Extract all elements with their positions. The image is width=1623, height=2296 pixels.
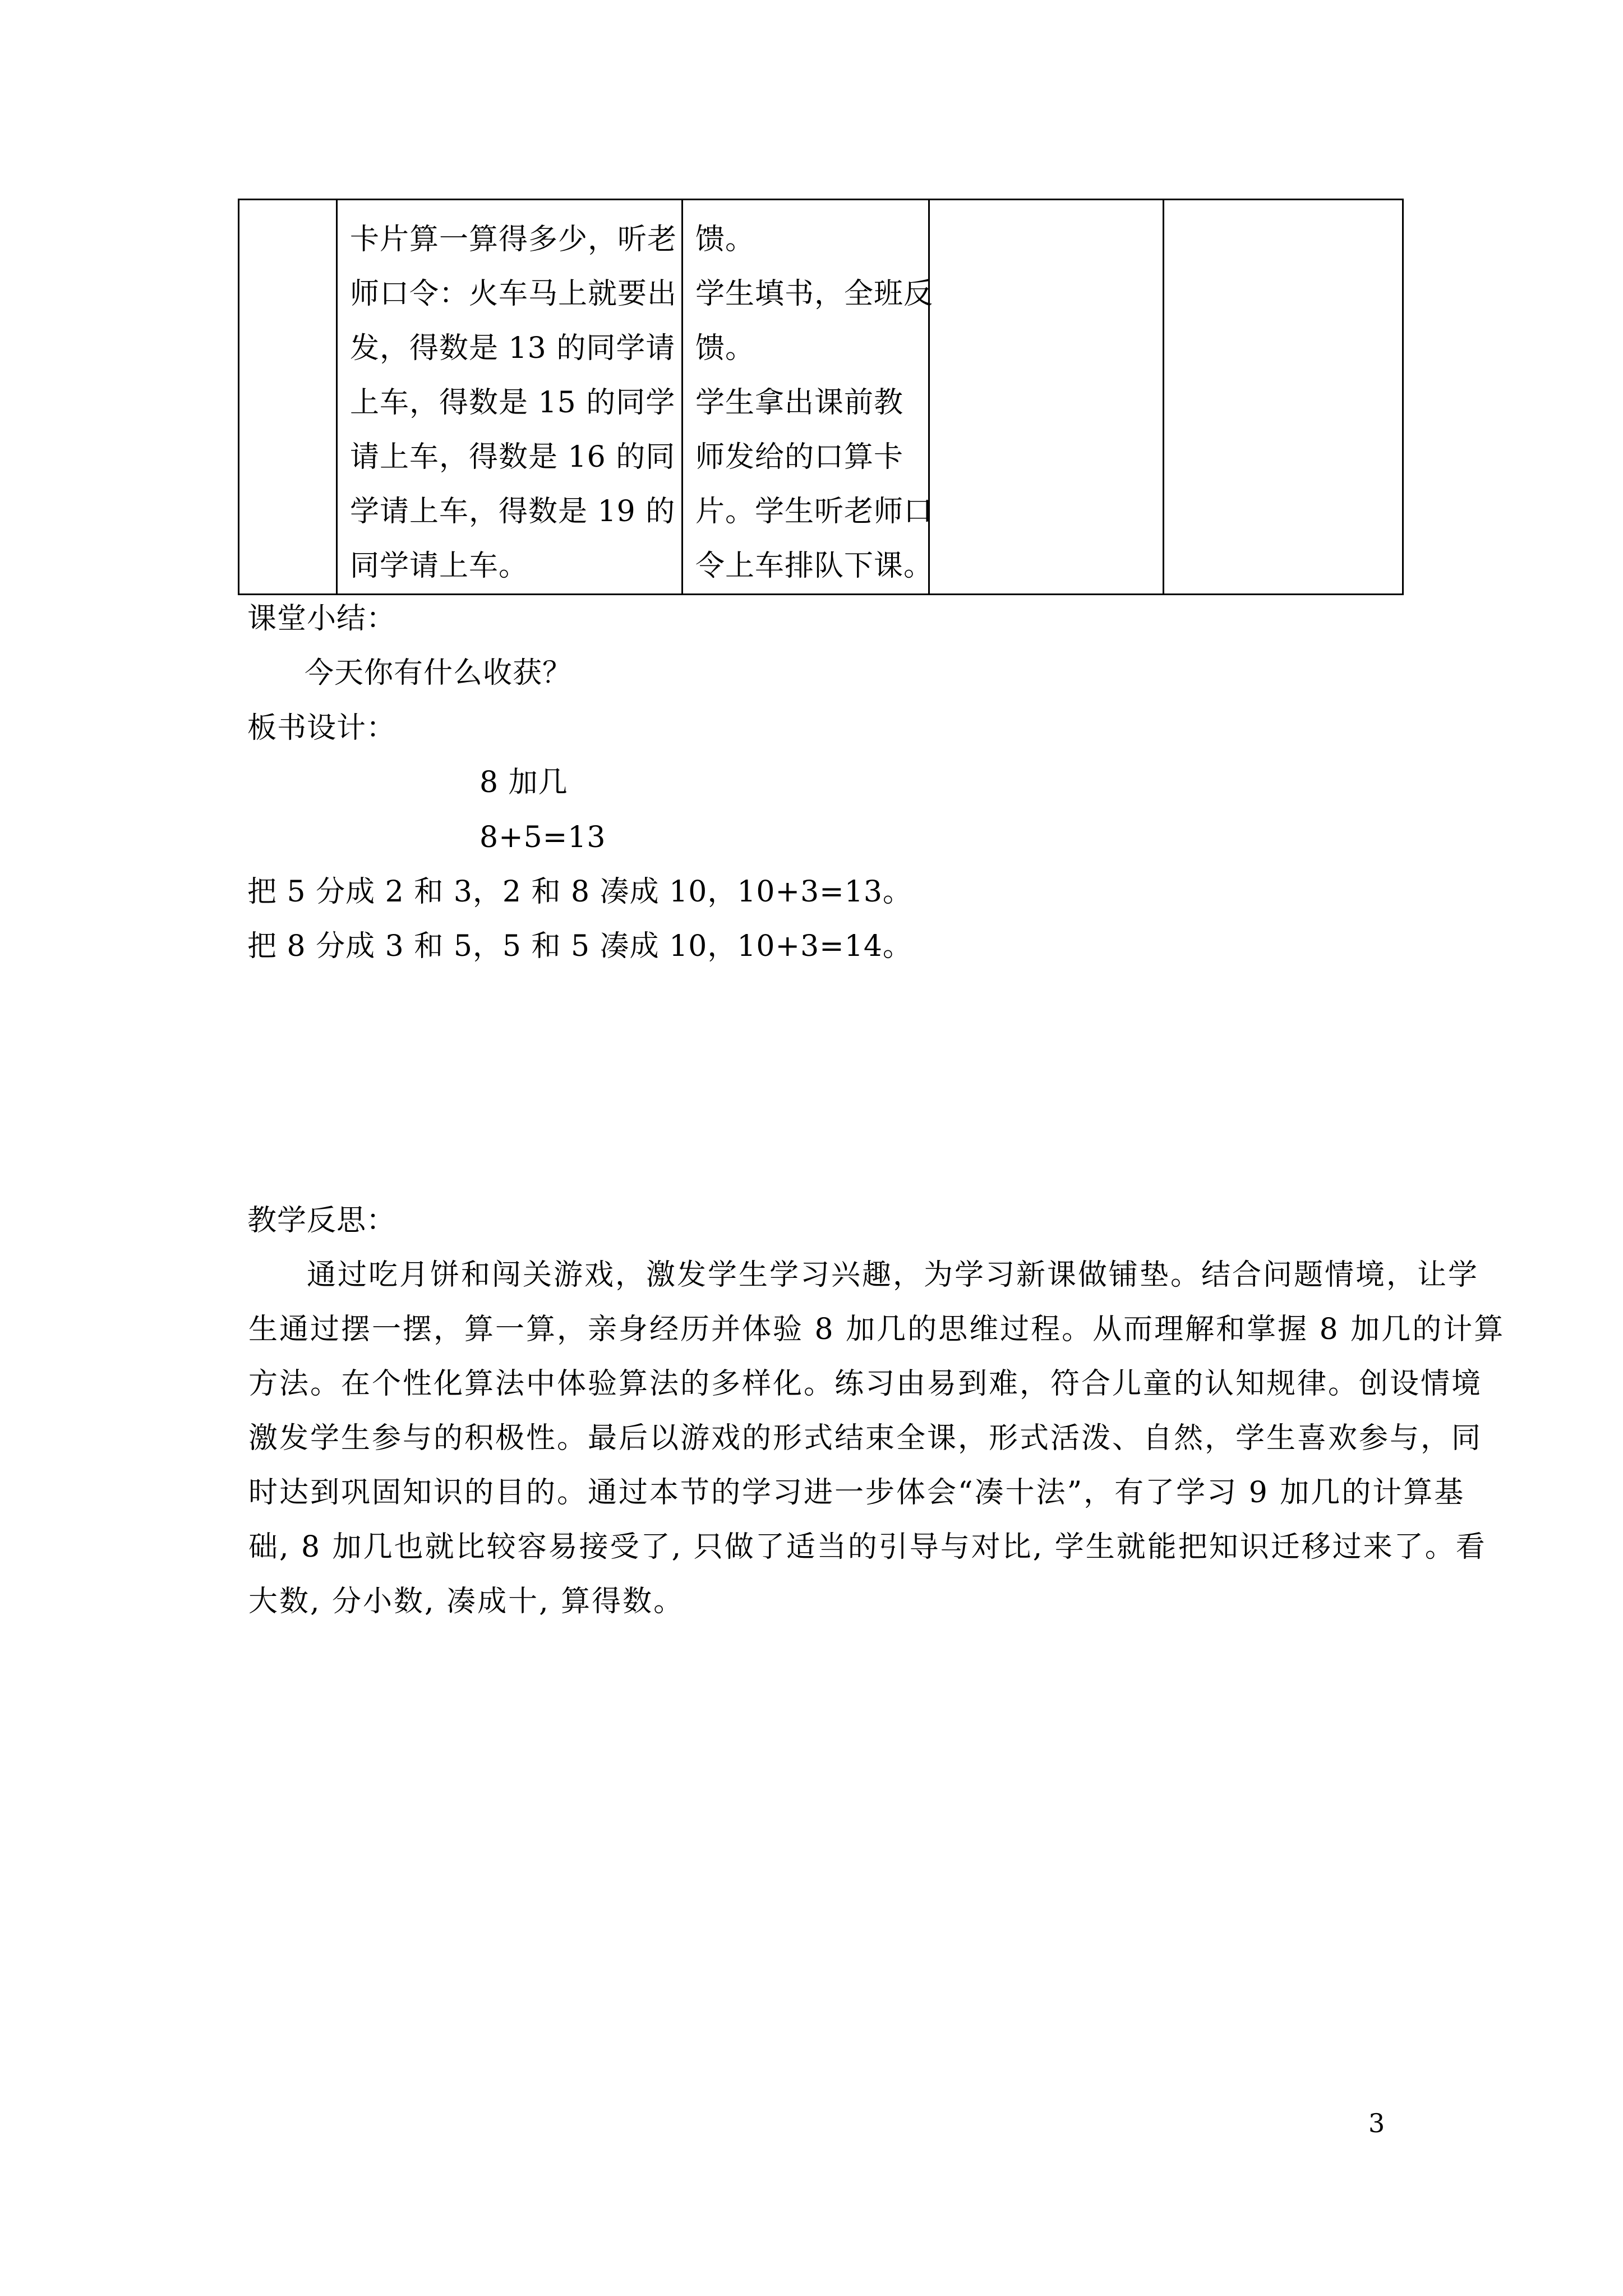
- cell-text-line: 学请上车，得数是 19 的: [350, 495, 676, 528]
- paragraph-line: 时达到巩固知识的目的。通过本节的学习进一步体会“凑十法”，有了学习 9 加几的计算基: [248, 1476, 1465, 1510]
- table-cell-empty-5: [1164, 200, 1403, 595]
- paragraph-line: 通过吃月饼和闯关游戏，激发学生学习兴趣，为学习新课做铺垫。结合问题情境，让学: [307, 1258, 1479, 1292]
- cell-text-line: 上车，得数是 15 的同学: [350, 386, 676, 420]
- paragraph-line: 生通过摆一摆，算一算，亲身经历并体验 8 加几的思维过程。从而理解和掌握 8 加几的计算: [248, 1313, 1505, 1346]
- cell-text-line: 请上车，得数是 16 的同: [350, 440, 676, 474]
- page-number: 3: [1368, 2108, 1385, 2138]
- board-title: 8 加几: [479, 766, 568, 799]
- table-cell-empty-4: [929, 200, 1164, 595]
- table-cell-empty-1: [239, 200, 337, 595]
- cell-text-line: 馈。: [695, 332, 755, 365]
- summary-content: 今天你有什么收获？: [305, 656, 573, 690]
- table-cell-student-activity: [683, 200, 934, 595]
- paragraph-line: 大数, 分小数, 凑成十, 算得数。: [248, 1585, 685, 1618]
- lesson-table: [238, 199, 1404, 595]
- cell-text-line: 师发给的口算卡: [695, 440, 904, 474]
- paragraph-line: 础, 8 加几也就比较容易接受了, 只做了适当的引导与对比, 学生就能把知识迁移过来了。看: [248, 1530, 1487, 1564]
- board-line-2: 把 8 分成 3 和 5，5 和 5 凑成 10，10+3=14。: [247, 930, 912, 963]
- cell-text-line: 师口令：火车马上就要出: [350, 277, 677, 311]
- cell-text-line: 学生拿出课前教: [695, 386, 904, 420]
- cell-text-line: 卡片算一算得多少，听老: [350, 223, 677, 256]
- reflection-heading: 教学反思：: [247, 1204, 396, 1237]
- cell-text-line: 发，得数是 13 的同学请: [350, 332, 676, 365]
- cell-text-line: 学生填书，全班反: [695, 277, 934, 311]
- cell-text-line: 令上车排队下课。: [695, 549, 934, 583]
- summary-heading: 课堂小结：: [247, 602, 396, 636]
- board-line-1: 把 5 分成 2 和 3，2 和 8 凑成 10，10+3=13。: [247, 875, 912, 909]
- paragraph-line: 激发学生参与的积极性。最后以游戏的形式结束全课，形式活泼、自然，学生喜欢参与，同: [248, 1421, 1483, 1455]
- board-heading: 板书设计：: [247, 711, 396, 745]
- reflection-paragraph: [248, 1248, 1505, 1629]
- table-cell-teacher-activity: [337, 200, 683, 595]
- paragraph-line: 方法。在个性化算法中体验算法的多样化。练习由易到难，符合儿童的认知规律。创设情境: [248, 1367, 1483, 1401]
- board-equation: 8+5=13: [479, 821, 606, 854]
- cell-text-line: 片。学生听老师口: [695, 495, 934, 528]
- table-row: [239, 200, 1403, 595]
- cell-text-line: 馈。: [695, 223, 755, 256]
- cell-text-line: 同学请上车。: [350, 549, 529, 583]
